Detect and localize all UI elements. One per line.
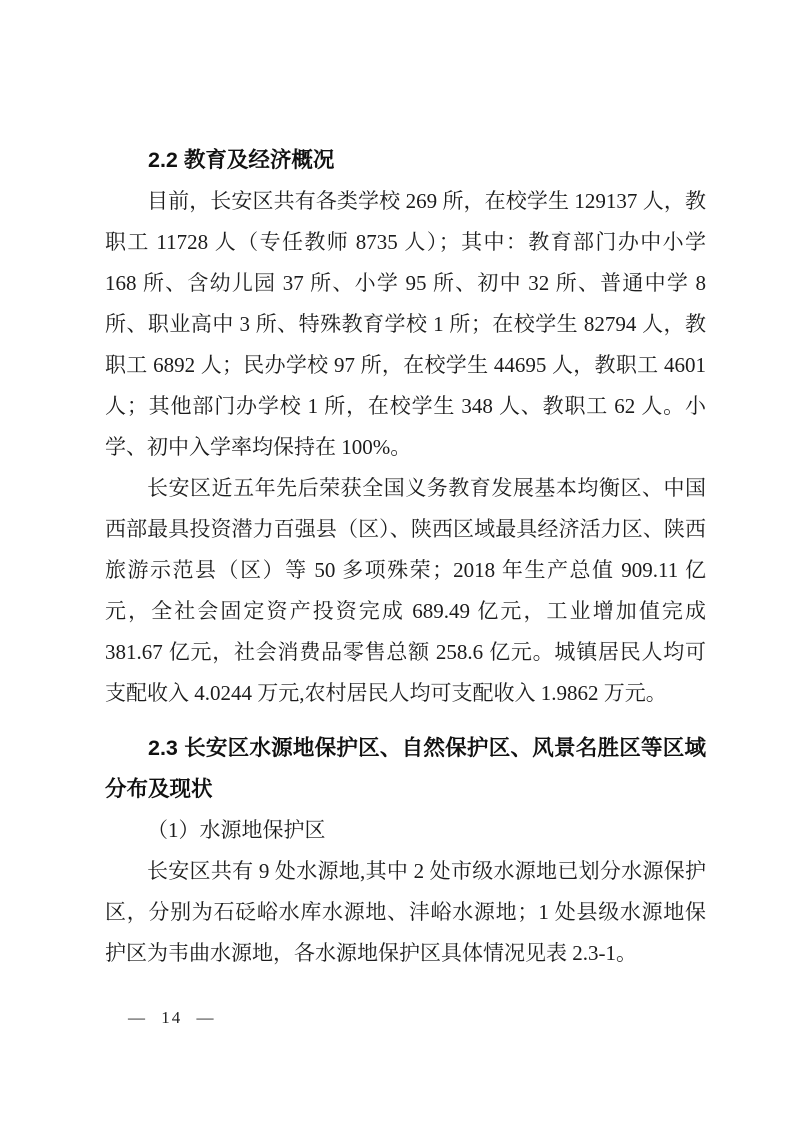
subsection-heading-water-source: （1）水源地保护区	[147, 818, 326, 842]
section-heading-2-2: 2.2 教育及经济概况	[148, 148, 335, 172]
page-number: — 14 —	[128, 1008, 216, 1027]
page-content	[105, 140, 706, 974]
paragraph-water-source-areas: 长安区共有 9 处水源地,其中 2 处市级水源地已划分水源保护区，分别为石砭峪水库水源地、沣峪水源地；1 处县级水源地保护区为韦曲水源地，各水源地保护区具体情况见表 2.3-1。	[105, 859, 706, 965]
paragraph-education-stats: 目前，长安区共有各类学校 269 所，在校学生 129137 人，教职工 11728 人（专任教师 8735 人）；其中：教育部门办中小学 168 所、含幼儿园 37 所、小学 95 所、初中 32 所、普通中学 8 所、职业高中 3 所、特殊教育学校 1 所；在校学生 82794 人，教职工 6892 人；民办学校 97 所，在校学生 44695 人，教职工 4601 人；其他部门办学校 1 所，在校学生 348 人、教职工 62 人。小学、初中入学率均保持在 100%。	[105, 189, 706, 459]
section-heading-2-3: 2.3 长安区水源地保护区、自然保护区、风景名胜区等区域分布及现状	[105, 736, 706, 801]
paragraph-economy-stats: 长安区近五年先后荣获全国义务教育发展基本均衡区、中国西部最具投资潜力百强县（区）、陕西区域最具经济活力区、陕西旅游示范县（区）等 50 多项殊荣；2018 年生产总值 909.11 亿元，全社会固定资产投资完成 689.49 亿元，工业增加值完成 381.67 亿元，社会消费品零售总额 258.6 亿元。城镇居民人均可支配收入 4.0244 万元,农村居民人均可支配收入 1.9862 万元。	[105, 476, 706, 705]
